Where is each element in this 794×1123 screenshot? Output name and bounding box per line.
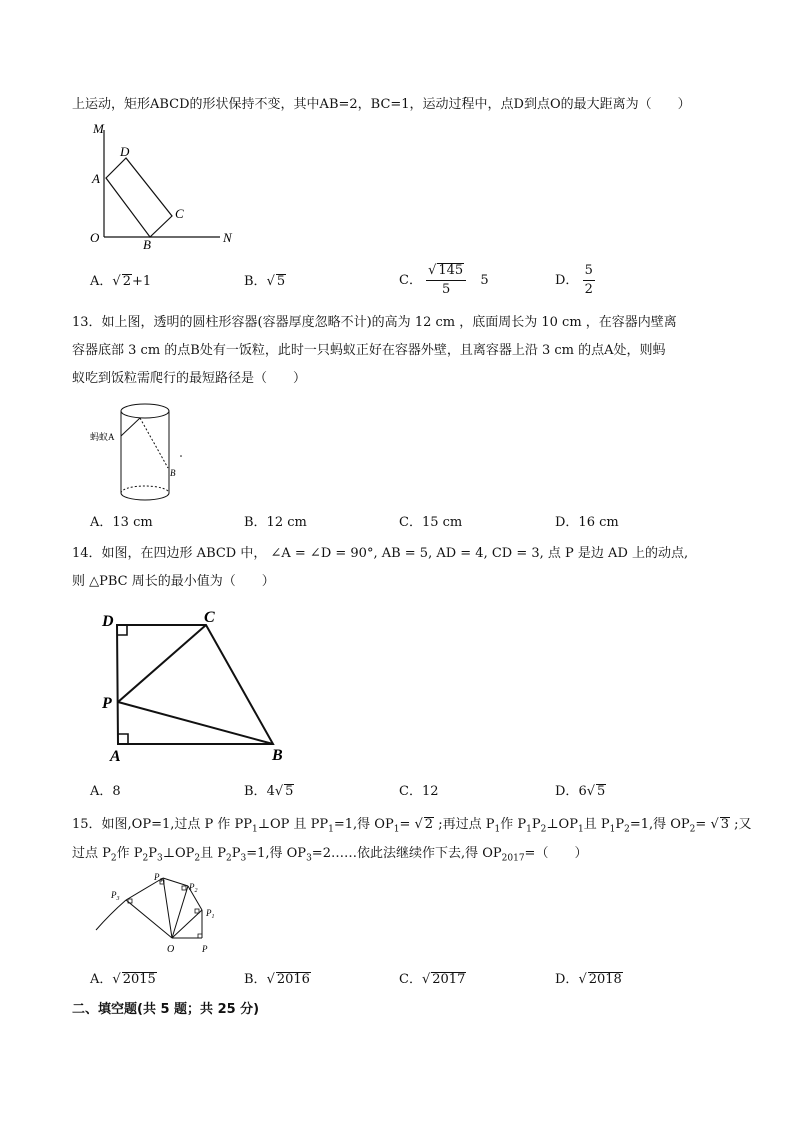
q15-spiral-figure — [92, 872, 222, 960]
q13-stem-line1: 13．如上图，透明的圆柱形容器(容器厚度忽略不计)的高为 12 cm ，底面周长为 10 cm ，在容器内壁离 — [72, 315, 677, 330]
q12-label-o: O — [90, 230, 100, 245]
q14-label-d: D — [102, 613, 114, 630]
q15-label-p1: P — [206, 908, 212, 918]
svg-text:P1: $P_1$ — [206, 908, 215, 920]
q15-option-a[interactable]: A．√ 2015 — [90, 972, 156, 987]
q12-label-n: N — [223, 230, 232, 245]
section-fill-in-heading: 二、填空题(共 5 题；共 25 分) — [72, 1002, 260, 1017]
q14-label-p: P — [102, 695, 112, 712]
q12-label-a: A — [92, 171, 100, 186]
q13-label-ant: 蚂蚁A — [90, 432, 115, 442]
q12-label-d: D — [120, 144, 130, 159]
q15-label-p: P — [202, 944, 208, 954]
q15-option-c[interactable]: C．√ 2017 — [399, 972, 466, 987]
q14-option-c[interactable]: C．12 — [399, 784, 439, 799]
q14-label-b: B — [272, 747, 283, 764]
q14-quadrilateral-figure — [96, 604, 296, 770]
q12-option-d[interactable]: D． $\frac{5}{2}$ — [555, 263, 593, 297]
q13-option-c[interactable]: C．15 cm — [399, 515, 463, 530]
q14-stem-line1: 14．如图，在四边形 ABCD 中， ∠A = ∠D = 90°, AB = 5, AD = 4, CD = 3, 点 P 是边 AD 上的动点, — [72, 546, 689, 561]
q15-label-p-top: P — [154, 872, 160, 882]
q14-stem-line2: 则 △PBC 周长的最小值为（ ） — [72, 574, 275, 589]
q13-stem-line2: 容器底部 3 cm 的点B处有一饭粒，此时一只蚂蚁正好在容器外壁，且离容器上沿 3 cm 的点A处，则蚂 — [72, 343, 666, 358]
q15-option-d[interactable]: D．√ 2018 — [555, 972, 622, 987]
q15-label-p3: P — [111, 890, 117, 900]
q12-label-m: M — [93, 121, 104, 136]
q14-option-d[interactable]: D．6√ 5 — [555, 784, 606, 799]
q12-label-c: C — [175, 206, 184, 221]
q13-label-b: B — [170, 468, 176, 478]
q12-option-c[interactable]: C． $\frac{√ 145}{5}$ 5 — [399, 263, 489, 297]
svg-text:P3: $P_3$ — [154, 872, 163, 884]
q13-option-b[interactable]: B．12 cm — [244, 515, 307, 530]
q13-option-a[interactable]: A．13 cm — [90, 515, 153, 530]
q12-label-b: B — [143, 237, 151, 252]
q15-stem-line1: 15．如图,OP=1,过点 P 作 $PP_1\perp OP$ 且 $PP_1=1$,得 $OP_1=$ √ 2 ;再过点 $P_1$作 $P_1P_2\perp OP_1$且 $P_1P_2=1$,得 $OP_2=$ √ 3 ;又 — [72, 817, 752, 835]
svg-text:P3: $P_3$ — [111, 890, 120, 902]
q12-figure — [84, 120, 244, 252]
q15-stem-line2: 过点 $P_2$作 $P_2P_3\perp OP_2$且 $P_2P_3=1$,得 $OP_3=2\dots\dots$依此法继续作下去,得 $OP_{2017}=$（ ） — [72, 846, 588, 864]
q12-option-a[interactable]: A．√ 2+1 — [90, 274, 152, 289]
svg-text:P2: $P_2$ — [189, 882, 198, 894]
q13-cylinder-figure — [88, 398, 198, 506]
q15-option-b[interactable]: B．√ 2016 — [244, 972, 310, 987]
q13-option-d[interactable]: D．16 cm — [555, 515, 619, 530]
q15-label-p2: P — [189, 882, 195, 892]
q14-option-a[interactable]: A．8 — [90, 784, 121, 799]
q12-option-b[interactable]: B．√ 5 — [244, 274, 286, 289]
q14-label-c: C — [204, 609, 215, 626]
q15-label-o: O — [167, 944, 175, 955]
q13-stem-line3: 蚁吃到饭粒需爬行的最短路径是（ ） — [72, 371, 307, 386]
q12-stem: 上运动，矩形ABCD的形状保持不变，其中AB=2，BC=1，运动过程中，点D到点O的最大距离为（ ） — [72, 97, 691, 112]
q14-label-a: A — [110, 748, 121, 765]
q14-option-b[interactable]: B．4√ 5 — [244, 784, 294, 799]
